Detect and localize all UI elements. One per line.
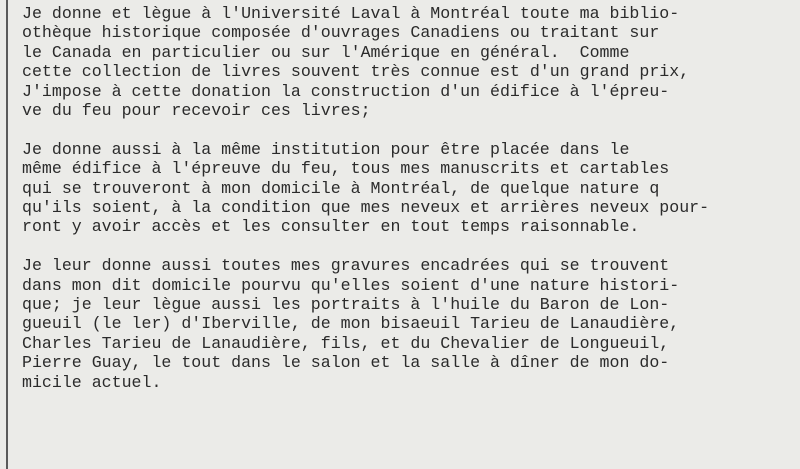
text-line: Charles Tarieu de Lanaudière, fils, et du Chevalier de Longueuil, <box>22 333 670 353</box>
text-line: que; je leur lègue aussi les portraits à l'huile du Baron de Lon- <box>22 295 670 315</box>
text-line: micile actuel. <box>22 372 162 392</box>
text-line: ront y avoir accès et les consulter en tout temps raisonnable. <box>22 217 640 237</box>
text-line: qu'ils soient, à la condition que mes neveux et arrières neveux pour- <box>22 198 710 218</box>
paragraph-engravings-portraits-bequest <box>22 256 800 392</box>
text-line: ve du feu pour recevoir ces livres; <box>22 101 371 121</box>
text-line: gueuil (le ler) d'Iberville, de mon bisaeuil Tarieu de Lanaudière, <box>22 314 680 334</box>
text-line: Je donne et lègue à l'Université Laval à Montréal toute ma biblio- <box>22 4 680 23</box>
document-body <box>22 4 800 392</box>
text-line: le Canada en particulier ou sur l'Amérique en général. Comme <box>22 42 630 62</box>
text-line: J'impose à cette donation la construction d'un édifice à l'épreu- <box>22 81 670 101</box>
left-margin-rule <box>6 0 8 469</box>
text-line: dans mon dit domicile pourvu qu'elles soient d'une nature histori- <box>22 275 680 295</box>
text-line: cette collection de livres souvent très connue est d'un grand prix, <box>22 62 690 82</box>
text-line: othèque historique composée d'ouvrages Canadiens ou traitant sur <box>22 23 660 43</box>
paragraph-manuscripts-bequest <box>22 140 800 237</box>
paragraph-library-bequest <box>22 4 800 120</box>
text-line: Pierre Guay, le tout dans le salon et la salle à dîner de mon do- <box>22 353 670 373</box>
text-line: même édifice à l'épreuve du feu, tous mes manuscrits et cartables <box>22 159 670 179</box>
text-line: Je donne aussi à la même institution pour être placée dans le <box>22 139 630 159</box>
text-line: qui se trouveront à mon domicile à Montréal, de quelque nature q <box>22 178 660 198</box>
text-line: Je leur donne aussi toutes mes gravures encadrées qui se trouvent <box>22 256 670 276</box>
